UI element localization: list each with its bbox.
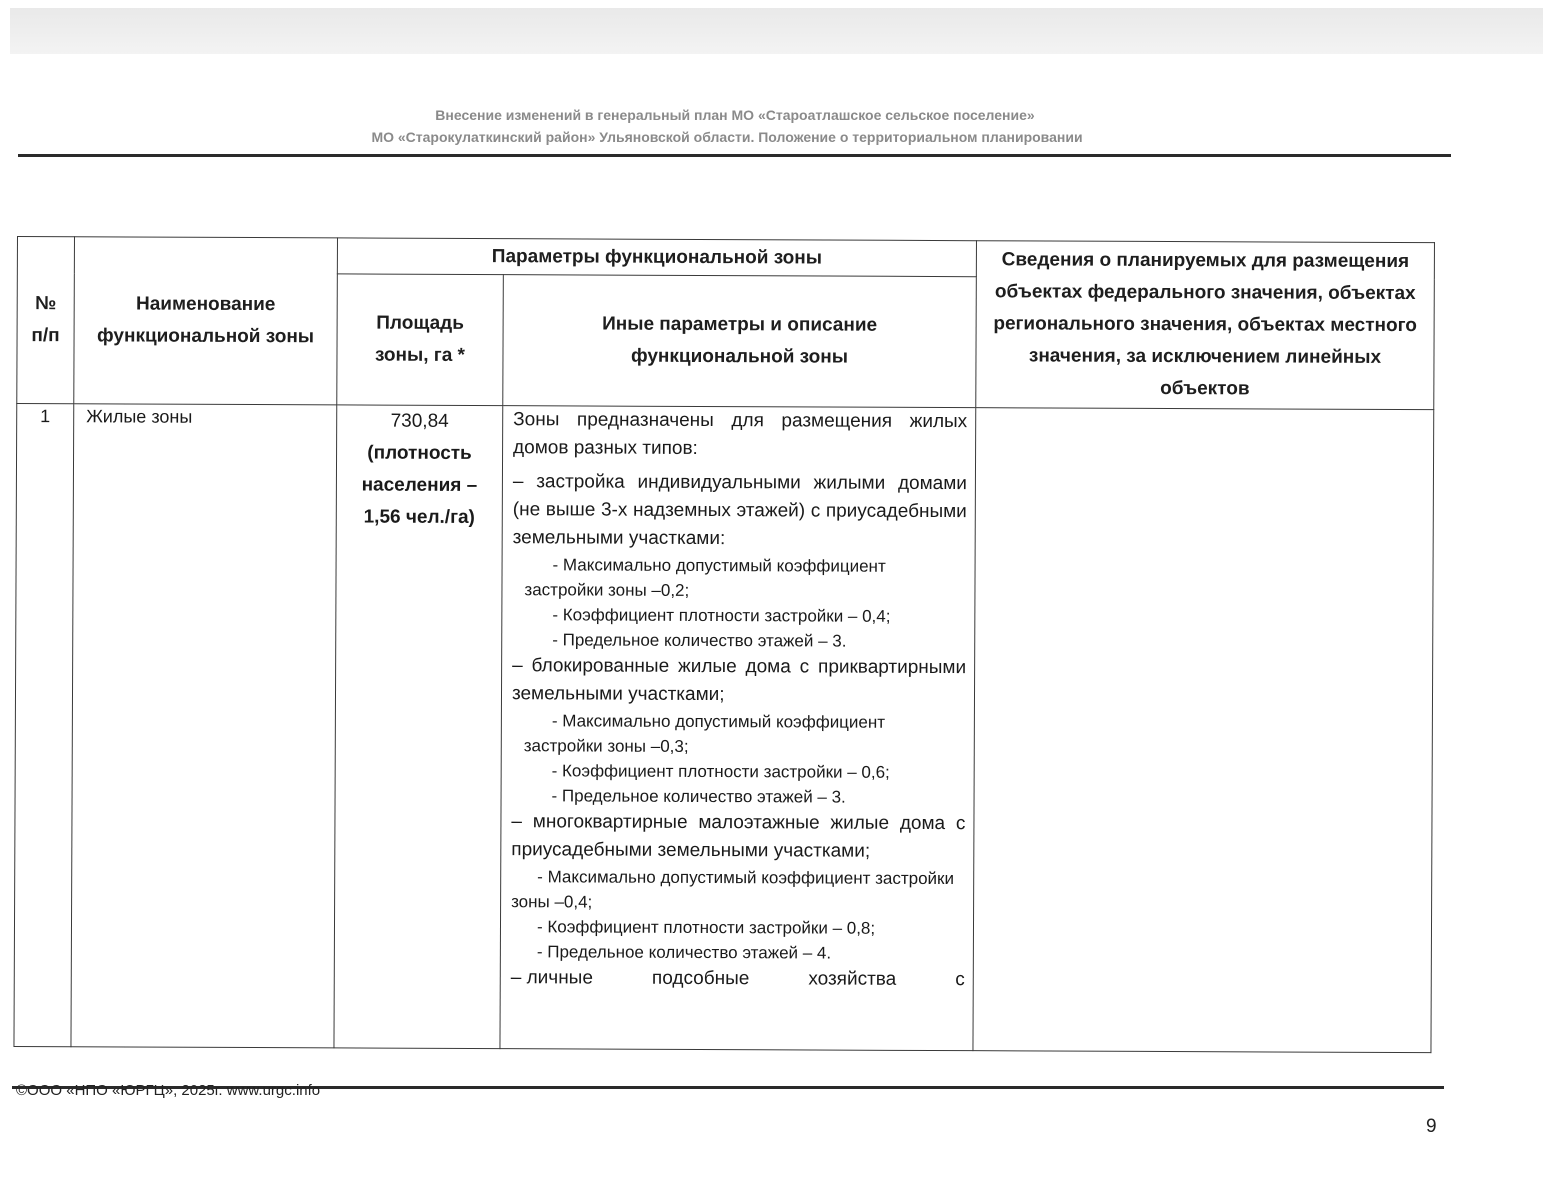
area-density-note: (плотность населения – 1,56 чел./га) [361,442,478,529]
desc-block2-item2: - Коэффициент плотности застройки – 0,6; [551,761,890,782]
desc-block3-item2: - Коэффициент плотности застройки – 0,8; [536,917,876,938]
header-cell-area: Площадь зоны, га * [337,274,504,406]
table-header-row-1 [17,237,1434,279]
cell-zone-area [334,405,503,1049]
cell-zone-name: Жилые зоны [71,404,337,1048]
document-header [20,104,1450,148]
cell-row-number: 1 [14,404,74,1047]
cell-planned-objects [973,408,1434,1053]
header-cell-num: № п/п [17,237,75,404]
desc-block4-word2: подсобные [651,967,750,990]
desc-intro: Зоны предназначены для размещения жилых домов разных типов: [513,409,968,459]
functional-zones-table [13,236,1435,1053]
cell-zone-description [500,406,976,1051]
desc-block4-word1: – личные [510,967,593,989]
desc-block2-item1: - Максимально допустимый коэффициент застройки зоны –0,3; [523,711,886,756]
page-number: 9 [1426,1116,1437,1137]
desc-block3-title: – многоквартирные малоэтажные жилые дома с приусадебными земельными участками; [511,811,966,862]
footer-copyright: ©ООО «НПО «ЮРГЦ», 2025г. www.urgc.info [16,1082,321,1099]
scan-edge-shadow [10,8,1543,54]
desc-block1-title: – застройка индивидуальными жилыми домами (не выше 3-х надземных этажей) с приусадебными земельными участками: [512,471,967,550]
header-line-1: Внесение изменений в генеральный план МО «Староатлашское сельское поселение» [435,107,1035,123]
header-line-2: МО «Старокулаткинский район» Ульяновской области. Положение о территориальном планировании [371,129,1083,145]
desc-block3-item3: - Предельное количество этажей – 4. [536,942,832,963]
desc-block4-word4: с [955,969,965,991]
desc-block1-item3: - Предельное количество этажей – 3. [552,630,847,651]
zones-table-container [13,236,1434,1057]
header-cell-params: Иные параметры и описание функциональной зоны [503,275,977,408]
header-rule [18,154,1451,157]
header-cell-objects: Сведения о планируемых для размещения объектах федерального значения, объектах регионального значения, объектах местного значения, за исключением линейных объектов [976,241,1435,410]
desc-block3-item1: - Максимально допустимый коэффициент застройки зоны –0,4; [511,867,955,912]
desc-block4-word3: хозяйства [808,968,897,990]
desc-block4-title [511,964,965,994]
header-cell-name: Наименование функциональной зоны [74,237,338,405]
desc-block2-item3: - Предельное количество этажей – 3. [551,786,846,807]
desc-block1-item2: - Коэффициент плотности застройки – 0,4; [552,605,891,626]
header-cell-params-group: Параметры функциональной зоны [337,238,976,277]
area-value: 730,84 [390,410,449,432]
desc-block1-item1: - Максимально допустимый коэффициент застройки зоны –0,2; [524,555,886,600]
desc-block2-title: – блокированные жилые дома с приквартирными земельными участками; [511,655,967,706]
table-row [14,404,1434,1053]
